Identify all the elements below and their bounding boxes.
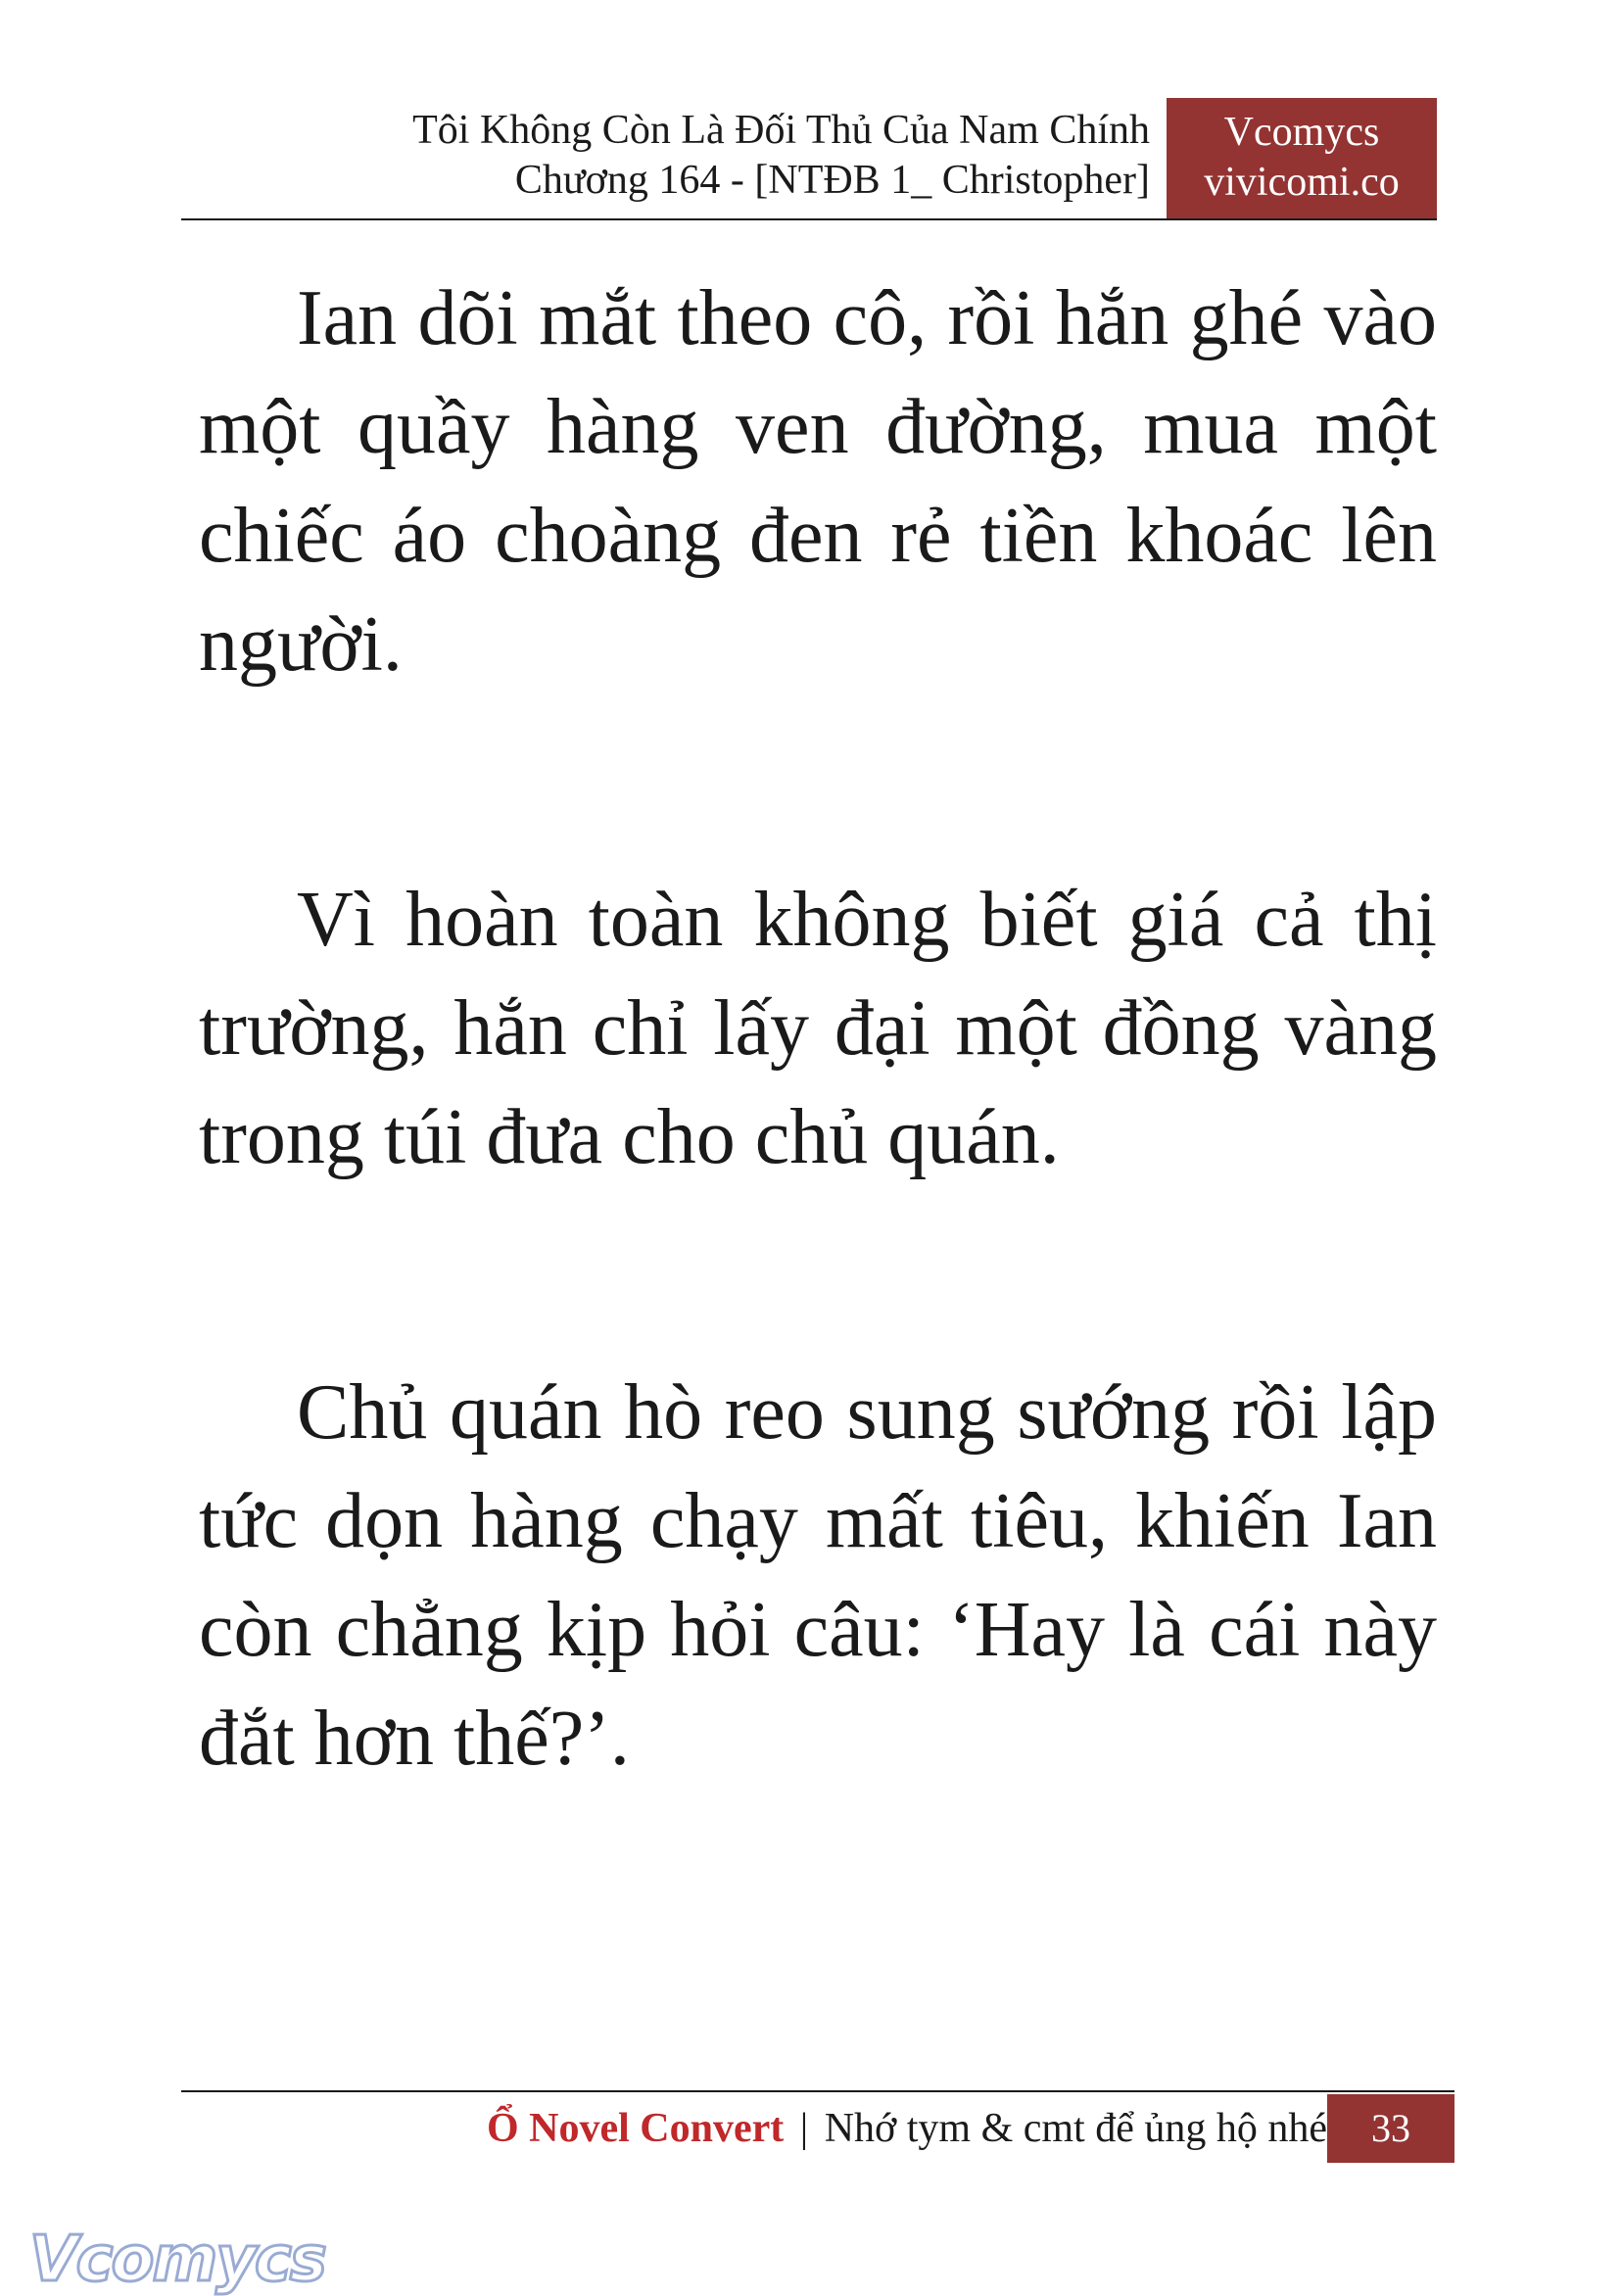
book-title: Tôi Không Còn Là Đối Thủ Của Nam Chính [412,108,1150,153]
page-header [181,98,1437,219]
watermark-logo: Vcomycs [29,2224,325,2296]
footer-separator: | [799,2106,809,2151]
paragraph: Vì hoàn toàn không biết giá cả thị trường, hắn chỉ lấy đại một đồng vàng trong túi đưa cho chủ quán. [199,877,1437,1180]
paragraph: Chủ quán hò reo sung sướng rồi lập tức dọn hàng chạy mất tiêu, khiến Ian còn chẳng kịp hỏi câu: ‘Hay là cái này đắt hơn thế?’. [199,1369,1437,1782]
page-number: 33 [1327,2094,1454,2163]
page-footer [181,2094,1454,2163]
header-divider [181,218,1437,220]
brand-name: Vcomycs [1223,110,1380,155]
page-content [199,264,1437,1794]
brand-site: vivicomi.co [1204,160,1400,205]
header-titles [412,106,1150,206]
header-brand-box [1167,98,1437,219]
footer-brand: Ổ Novel Convert [486,2106,785,2151]
footer-divider [181,2090,1454,2092]
footer-message: Nhớ tym & cmt để ủng hộ nhé [824,2106,1327,2151]
paragraph: Ian dõi mắt theo cô, rồi hắn ghé vào một quầy hàng ven đường, mua một chiếc áo choàng đen rẻ tiền khoác lên người. [199,275,1437,688]
footer-text [487,2104,1327,2153]
chapter-title: Chương 164 - [NTĐB 1_ Christopher] [514,158,1150,203]
